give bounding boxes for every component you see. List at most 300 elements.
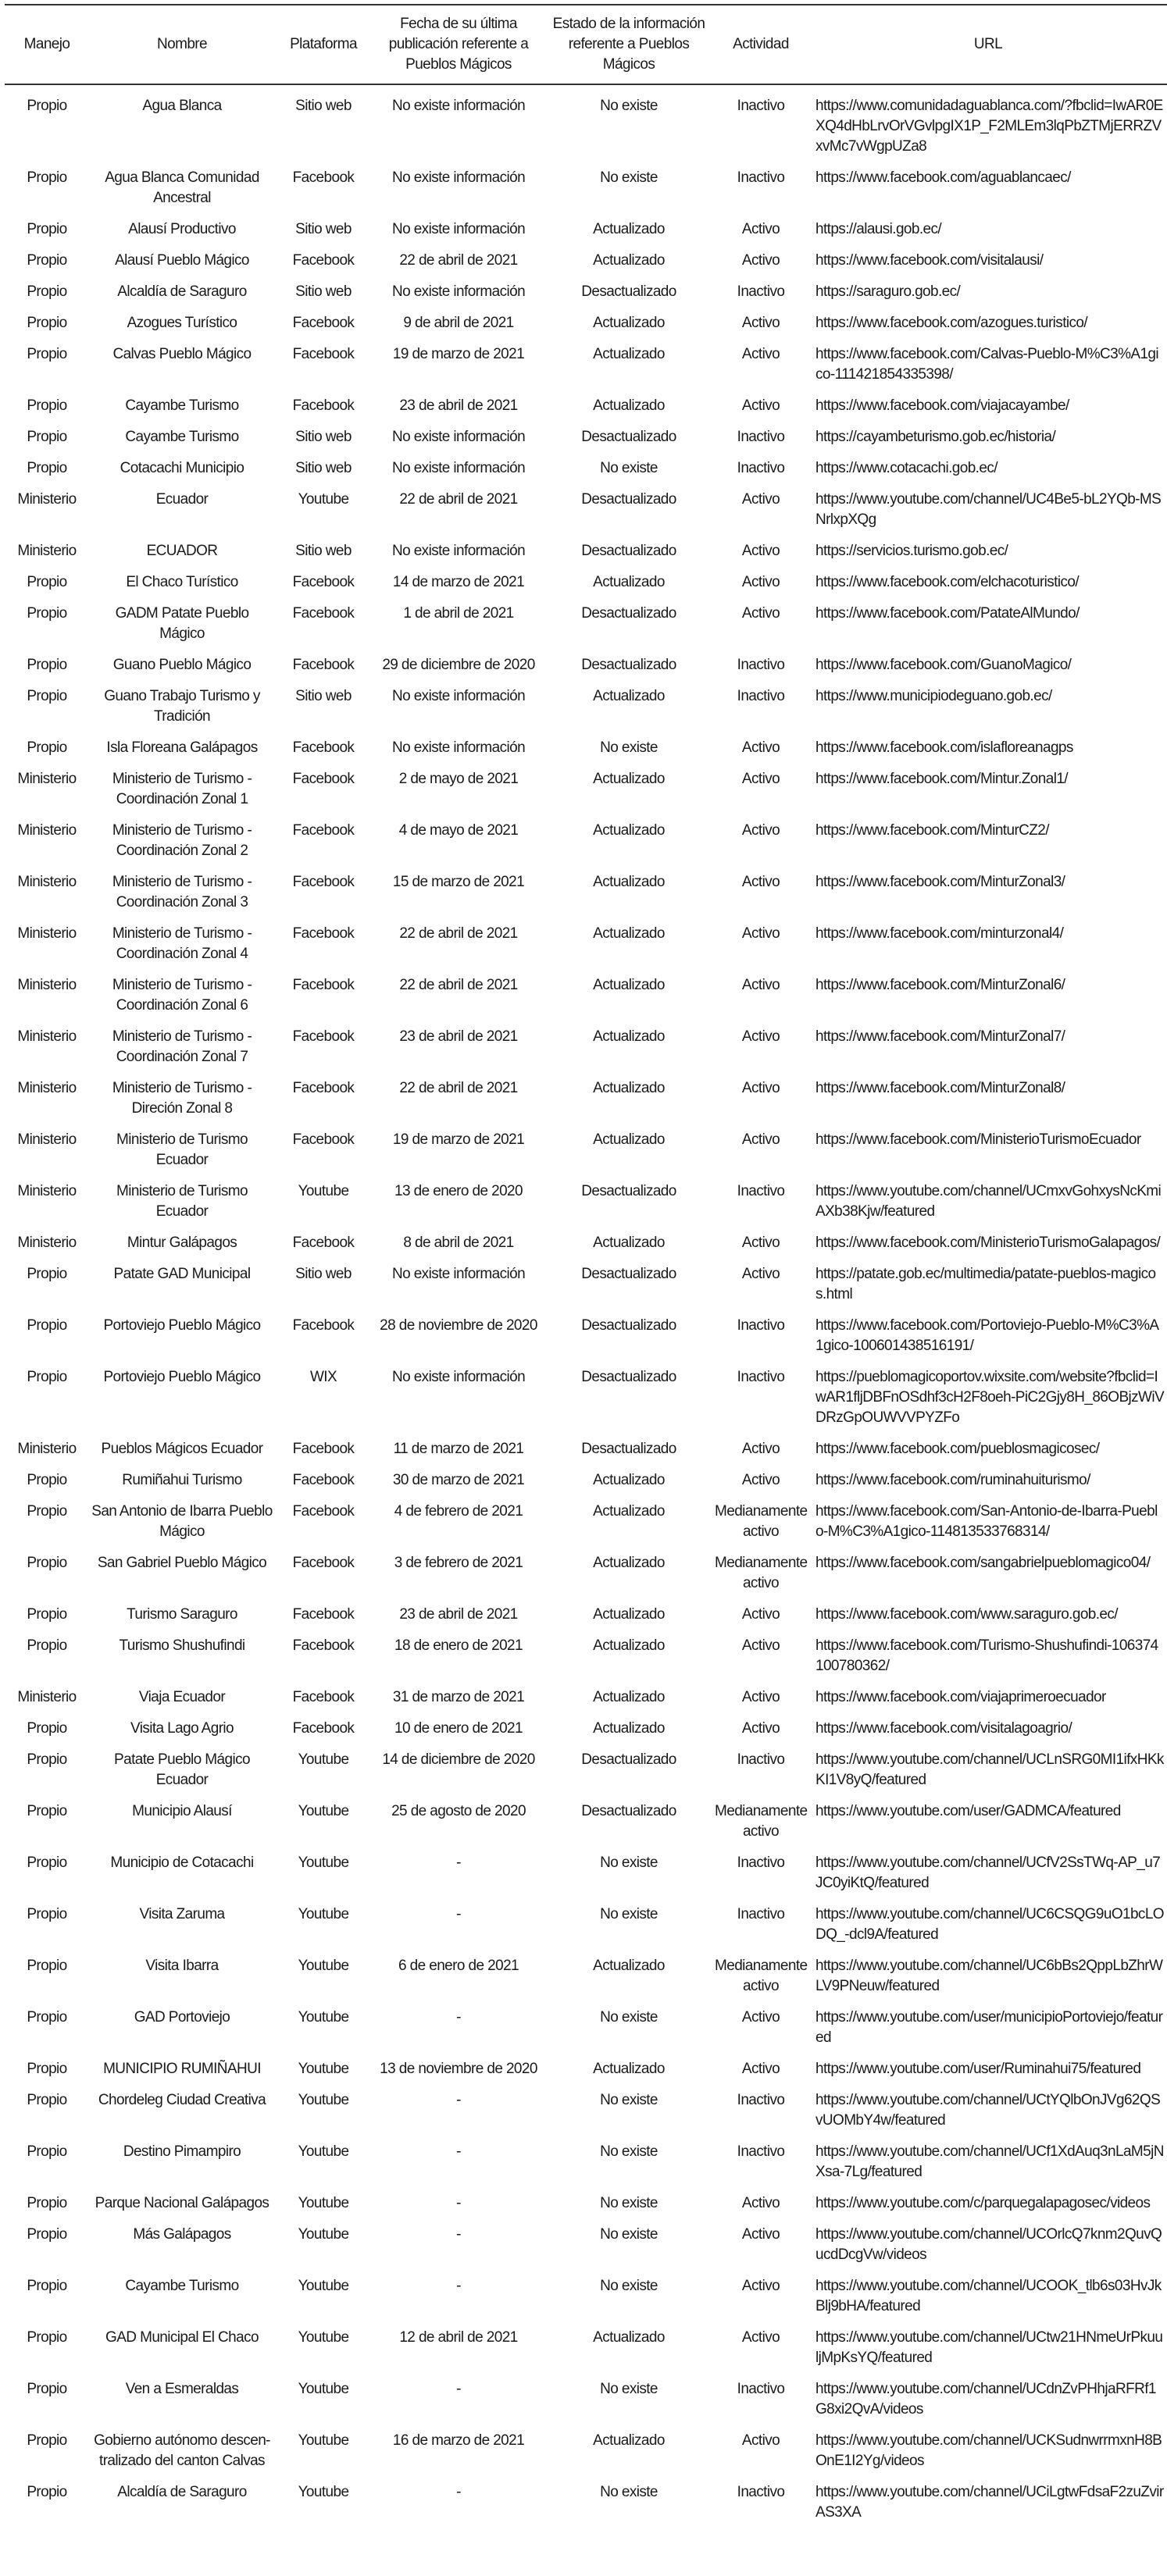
cell-manejo: Propio: [27, 657, 67, 673]
cell-actividad: Inactivo: [737, 1369, 785, 1385]
cell-fecha: 13 de noviembre de 2020: [380, 2061, 537, 2077]
cell-fecha: No existe información: [391, 283, 526, 300]
cell-actividad: Activo: [741, 2195, 780, 2211]
cell-nombre: Cayambe Turismo: [125, 397, 239, 414]
cell-plataforma: Facebook: [292, 315, 355, 331]
cell-fecha: 23 de abril de 2021: [399, 1028, 518, 1045]
cell-url[interactable]: https://www.facebook.com/Turismo-Shushufindi-106374100780362/: [815, 1637, 1158, 1674]
cell-manejo: Propio: [27, 605, 67, 622]
cell-actividad: Activo: [741, 977, 780, 993]
cell-url[interactable]: https://www.cotacachi.gob.ec/: [815, 460, 997, 476]
cell-estado: Actualizado: [593, 346, 665, 362]
cell-url[interactable]: https://alausi.gob.ec/: [815, 221, 942, 237]
cell-manejo: Propio: [27, 1720, 67, 1737]
cell-plataforma: Facebook: [292, 657, 355, 673]
cell-plataforma: Facebook: [292, 1503, 355, 1520]
cell-estado: Actualizado: [593, 574, 665, 590]
cell-fecha: -: [456, 2381, 461, 2397]
cell-plataforma: Sitio web: [295, 221, 352, 237]
cell-estado: Actualizado: [593, 925, 665, 942]
cell-actividad: Inactivo: [737, 169, 785, 186]
table-row: [5, 1177, 1167, 1228]
cell-estado: No existe: [600, 98, 658, 114]
cell-url[interactable]: https://www.facebook.com/GuanoMagico/: [815, 657, 1072, 673]
cell-actividad: Inactivo: [737, 1906, 785, 1922]
cell-plataforma: Facebook: [292, 1689, 355, 1705]
table-header: [5, 5, 1167, 84]
cell-fecha: No existe información: [391, 460, 526, 476]
cell-nombre: GAD Municipal El Chaco: [105, 2329, 259, 2346]
cell-plataforma: Youtube: [298, 1906, 349, 1922]
cell-actividad: Activo: [741, 397, 780, 414]
cell-url[interactable]: https://www.youtube.com/channel/UC4Be5-bL2YQb-MSNrlxpXQg: [815, 491, 1162, 528]
cell-plataforma: Facebook: [292, 771, 355, 787]
cell-url[interactable]: https://www.facebook.com/islafloreanagps: [815, 739, 1073, 756]
cell-manejo: Ministerio: [17, 874, 77, 890]
cell-plataforma: Youtube: [298, 2195, 349, 2211]
cell-plataforma: Facebook: [292, 1555, 355, 1571]
cell-plataforma: Facebook: [292, 925, 355, 942]
cell-url[interactable]: https://pueblomagicoportov.wixsite.com/website?fbclid=IwAR1fljDBFnOSdhf3cH2F8oeh-PiC2Gjy8H_86OBjzWiVDRzGpOUWVVPYZFo: [815, 1369, 1165, 1426]
cell-nombre: Azogues Turístico: [127, 315, 237, 331]
table-row: [5, 422, 1167, 454]
cell-estado: Desactualizado: [581, 1441, 676, 1457]
cell-fecha: 12 de abril de 2021: [399, 2329, 518, 2346]
cell-url[interactable]: https://www.facebook.com/minturzonal4/: [815, 925, 1064, 942]
cell-url[interactable]: https://www.facebook.com/MinisterioTurismoGalapagos/: [815, 1235, 1161, 1251]
cell-plataforma: Youtube: [298, 2061, 349, 2077]
cell-actividad: Inactivo: [737, 657, 785, 673]
cell-estado: Desactualizado: [581, 491, 676, 508]
cell-url[interactable]: https://www.youtube.com/channel/UCiLgtwFdsaF2zuZvirAS3XA: [815, 2484, 1164, 2521]
table-row: [5, 1900, 1167, 1951]
cell-url[interactable]: https://www.youtube.com/c/parquegalapagosec/videos: [815, 2195, 1151, 2211]
cell-url[interactable]: https://www.youtube.com/channel/UC6bBs2QppLbZhrWLV9PNeuw/featured: [815, 1958, 1163, 1994]
cell-estado: No existe: [600, 2381, 658, 2397]
cell-fecha: 14 de marzo de 2021: [392, 574, 525, 590]
cell-estado: Actualizado: [593, 2061, 665, 2077]
cell-estado: No existe: [600, 1906, 658, 1922]
cell-plataforma: Sitio web: [295, 460, 352, 476]
cell-nombre: Gobierno autónomo descen-tralizado del canton Calvas: [94, 2432, 270, 2469]
cell-estado: Actualizado: [593, 2329, 665, 2346]
cell-nombre: Cayambe Turismo: [125, 429, 239, 445]
table-row: [5, 391, 1167, 422]
cell-manejo: Propio: [27, 1472, 67, 1488]
cell-actividad: Activo: [741, 925, 780, 942]
cell-manejo: Ministerio: [17, 1689, 77, 1705]
cell-fecha: 22 de abril de 2021: [399, 925, 518, 942]
cell-nombre: Parque Nacional Galápagos: [95, 2195, 269, 2211]
cell-plataforma: Facebook: [292, 1028, 355, 1045]
cell-plataforma: Sitio web: [295, 1266, 352, 1282]
cell-plataforma: Facebook: [292, 1637, 355, 1654]
cell-actividad: Activo: [741, 2278, 780, 2294]
cell-fecha: 2 de mayo de 2021: [398, 771, 519, 787]
cell-estado: No existe: [600, 169, 658, 186]
cell-url[interactable]: https://www.facebook.com/elchacoturistico/: [815, 574, 1080, 590]
cell-manejo: Propio: [27, 283, 67, 300]
cell-url[interactable]: https://www.facebook.com/MinturCZ2/: [815, 822, 1049, 839]
cell-url[interactable]: https://www.youtube.com/channel/UCtw21HNmeUrPkuuljMpKsYQ/featured: [815, 2329, 1163, 2366]
table-row: [5, 2054, 1167, 2086]
header-estado: Estado de la información referente a Pueblos Mágicos: [552, 16, 705, 73]
cell-actividad: Inactivo: [737, 1317, 785, 1334]
cell-nombre: Mintur Galápagos: [127, 1235, 237, 1251]
cell-fecha: 29 de diciembre de 2020: [382, 657, 535, 673]
cell-manejo: Propio: [27, 1266, 67, 1282]
header-row: [5, 5, 1167, 84]
cell-plataforma: Facebook: [292, 739, 355, 756]
cell-fecha: 18 de enero de 2021: [394, 1637, 523, 1654]
cell-nombre: Municipio Alausí: [132, 1803, 232, 1819]
cell-actividad: Activo: [741, 1606, 780, 1623]
cell-nombre: Guano Trabajo Turismo y Tradición: [104, 688, 260, 725]
cell-plataforma: Facebook: [292, 1441, 355, 1457]
cell-plataforma: Facebook: [292, 574, 355, 590]
cell-url[interactable]: https://www.facebook.com/aguablancaec/: [815, 169, 1071, 186]
cell-nombre: Destino Pimampiro: [123, 2143, 241, 2160]
cell-fecha: 6 de enero de 2021: [398, 1958, 519, 1974]
cell-estado: Desactualizado: [581, 1369, 676, 1385]
cell-estado: Desactualizado: [581, 1317, 676, 1334]
cell-url[interactable]: https://www.facebook.com/www.saraguro.gob.ec/: [815, 1606, 1118, 1623]
header-nombre: Nombre: [157, 36, 207, 52]
cell-plataforma: Sitio web: [295, 543, 352, 559]
cell-nombre: San Antonio de Ibarra Pueblo Mágico: [91, 1503, 273, 1540]
cell-nombre: GAD Portoviejo: [134, 2009, 230, 2026]
cell-nombre: Isla Floreana Galápagos: [106, 739, 258, 756]
cell-url[interactable]: https://www.facebook.com/Mintur.Zonal1/: [815, 771, 1068, 787]
cell-url[interactable]: https://www.youtube.com/channel/UCfV2SsTWq-AP_u7JC0yiKtQ/featured: [815, 1855, 1161, 1891]
table-row: [5, 454, 1167, 485]
cell-nombre: Cotacachi Municipio: [120, 460, 244, 476]
cell-actividad: Inactivo: [737, 1855, 785, 1871]
cell-fecha: No existe información: [391, 1266, 526, 1282]
header-manejo: Manejo: [23, 36, 70, 52]
cell-nombre: Alcaldía de Saraguro: [117, 283, 247, 300]
cell-plataforma: Facebook: [292, 1131, 355, 1148]
cell-plataforma: Youtube: [298, 1855, 349, 1871]
table-row: [5, 1683, 1167, 1714]
table-row: [5, 1434, 1167, 1466]
table-row: [5, 868, 1167, 919]
cell-manejo: Propio: [27, 2278, 67, 2294]
cell-url[interactable]: https://www.facebook.com/Calvas-Pueblo-M%C3%A1gico-111421854335398/: [815, 346, 1159, 383]
table-row: [5, 1311, 1167, 1363]
cell-actividad: Activo: [741, 252, 780, 269]
cell-url[interactable]: https://www.youtube.com/channel/UCmxvGohxysNcKmiAXb38Kjw/featured: [815, 1183, 1162, 1220]
cell-manejo: Propio: [27, 2092, 67, 2108]
cell-fecha: 22 de abril de 2021: [399, 491, 518, 508]
cell-actividad: Activo: [741, 346, 780, 362]
table-row: [5, 536, 1167, 568]
social-media-table: [5, 4, 1167, 2529]
table-row: [5, 340, 1167, 391]
cell-estado: No existe: [600, 2143, 658, 2160]
cell-url[interactable]: https://www.youtube.com/channel/UCf1XdAuq3nLaM5jNXsa-7Lg/featured: [815, 2143, 1164, 2180]
cell-manejo: Propio: [27, 429, 67, 445]
cell-actividad: Activo: [741, 874, 780, 890]
cell-nombre: Agua Blanca: [142, 98, 222, 114]
cell-actividad: Activo: [741, 2009, 780, 2026]
table-row: [5, 1074, 1167, 1125]
cell-estado: Desactualizado: [581, 1803, 676, 1819]
cell-plataforma: Facebook: [292, 1472, 355, 1488]
cell-url[interactable]: https://www.facebook.com/Portoviejo-Pueblo-M%C3%A1gico-100601438516191/: [815, 1317, 1159, 1354]
cell-fecha: 9 de abril de 2021: [403, 315, 514, 331]
table-row: [5, 1466, 1167, 1497]
cell-manejo: Ministerio: [17, 925, 77, 942]
cell-url[interactable]: https://www.facebook.com/MinturZonal6/: [815, 977, 1065, 993]
cell-manejo: Propio: [27, 2009, 67, 2026]
cell-url[interactable]: https://patate.gob.ec/multimedia/patate-pueblos-magicos.html: [815, 1266, 1156, 1302]
cell-nombre: San Gabriel Pueblo Mágico: [97, 1555, 267, 1571]
cell-url[interactable]: https://saraguro.gob.ec/: [815, 283, 961, 300]
cell-url[interactable]: https://www.facebook.com/visitalausi/: [815, 252, 1044, 269]
cell-fecha: 16 de marzo de 2021: [392, 2432, 525, 2449]
cell-estado: Actualizado: [593, 252, 665, 269]
cell-url[interactable]: https://www.youtube.com/user/GADMCA/featured: [815, 1803, 1121, 1819]
cell-actividad: Activo: [741, 2226, 780, 2243]
cell-estado: Actualizado: [593, 1606, 665, 1623]
table-row: [5, 485, 1167, 536]
cell-plataforma: Facebook: [292, 874, 355, 890]
table-row: [5, 1600, 1167, 1631]
cell-actividad: Activo: [741, 574, 780, 590]
cell-url[interactable]: https://www.facebook.com/San-Antonio-de-Ibarra-Pueblo-M%C3%A1gico-114813533768314/: [815, 1503, 1158, 1540]
cell-url[interactable]: https://www.facebook.com/azogues.turistico/: [815, 315, 1088, 331]
cell-estado: No existe: [600, 2009, 658, 2026]
cell-url[interactable]: https://servicios.turismo.gob.ec/: [815, 543, 1008, 559]
cell-plataforma: Youtube: [298, 2278, 349, 2294]
cell-url[interactable]: https://www.youtube.com/channel/UCLnSRG0MI1ifxHKkKI1V8yQ/featured: [815, 1751, 1164, 1788]
cell-manejo: Propio: [27, 574, 67, 590]
cell-estado: Actualizado: [593, 221, 665, 237]
cell-fecha: 14 de diciembre de 2020: [382, 1751, 535, 1768]
cell-nombre: Calvas Pueblo Mágico: [112, 346, 252, 362]
table-row: [5, 163, 1167, 215]
cell-actividad: Activo: [741, 605, 780, 622]
table-row: [5, 816, 1167, 868]
cell-fecha: -: [456, 2226, 461, 2243]
cell-url[interactable]: https://www.facebook.com/viajaprimeroecuador: [815, 1689, 1106, 1705]
table-row: [5, 1714, 1167, 1745]
cell-plataforma: Youtube: [298, 2009, 349, 2026]
cell-fecha: No existe información: [391, 429, 526, 445]
table-row: [5, 1259, 1167, 1311]
cell-url[interactable]: https://www.municipiodeguano.gob.ec/: [815, 688, 1052, 704]
cell-manejo: Ministerio: [17, 1080, 77, 1096]
cell-actividad: Activo: [741, 221, 780, 237]
cell-url[interactable]: https://www.youtube.com/channel/UCOOK_tlb6s03HvJkBlj9bHA/featured: [815, 2278, 1162, 2314]
cell-nombre: Pueblos Mágicos Ecuador: [101, 1441, 263, 1457]
cell-estado: Actualizado: [593, 397, 665, 414]
cell-manejo: Propio: [27, 460, 67, 476]
cell-url[interactable]: https://www.facebook.com/MinisterioTurismoEcuador: [815, 1131, 1141, 1148]
cell-manejo: Propio: [27, 1503, 67, 1520]
cell-url[interactable]: https://www.facebook.com/MinturZonal3/: [815, 874, 1065, 890]
cell-url[interactable]: https://cayambeturismo.gob.ec/historia/: [815, 429, 1056, 445]
cell-manejo: Propio: [27, 169, 67, 186]
cell-url[interactable]: https://www.facebook.com/MinturZonal8/: [815, 1080, 1065, 1096]
cell-actividad: Activo: [741, 1235, 780, 1251]
cell-url[interactable]: https://www.facebook.com/PatateAlMundo/: [815, 605, 1080, 622]
cell-plataforma: Youtube: [298, 1751, 349, 1768]
cell-plataforma: Facebook: [292, 822, 355, 839]
cell-nombre: Rumiñahui Turismo: [122, 1472, 242, 1488]
cell-estado: Actualizado: [593, 1637, 665, 1654]
cell-estado: Actualizado: [593, 1689, 665, 1705]
cell-fecha: 11 de marzo de 2021: [393, 1441, 524, 1457]
cell-actividad: Medianamente activo: [715, 1958, 808, 1994]
cell-actividad: Activo: [741, 1637, 780, 1654]
cell-url[interactable]: https://www.facebook.com/MinturZonal7/: [815, 1028, 1065, 1045]
table-row: [5, 2478, 1167, 2529]
cell-nombre: Viaja Ecuador: [138, 1689, 226, 1705]
cell-nombre: Alausí Pueblo Mágico: [115, 252, 249, 269]
cell-actividad: Activo: [741, 1472, 780, 1488]
cell-fecha: 19 de marzo de 2021: [392, 1131, 525, 1148]
cell-fecha: 30 de marzo de 2021: [392, 1472, 525, 1488]
cell-fecha: -: [456, 2278, 461, 2294]
cell-nombre: Alausí Productivo: [128, 221, 236, 237]
cell-fecha: -: [456, 1906, 461, 1922]
cell-nombre: Municipio de Cotacachi: [110, 1855, 254, 1871]
cell-actividad: Inactivo: [737, 283, 785, 300]
cell-actividad: Inactivo: [737, 2143, 785, 2160]
cell-estado: Actualizado: [593, 874, 665, 890]
table-row: [5, 1497, 1167, 1548]
cell-plataforma: Facebook: [292, 252, 355, 269]
cell-manejo: Ministerio: [17, 977, 77, 993]
cell-url[interactable]: https://www.youtube.com/channel/UCtYQlbOnJVg62QSvUOMbY4w/featured: [815, 2092, 1161, 2129]
cell-nombre: Alcaldía de Saraguro: [117, 2484, 247, 2500]
cell-fecha: -: [456, 2009, 461, 2026]
cell-nombre: Portoviejo Pueblo Mágico: [103, 1317, 261, 1334]
table-row: [5, 308, 1167, 340]
cell-manejo: Propio: [27, 1606, 67, 1623]
cell-plataforma: Sitio web: [295, 283, 352, 300]
cell-estado: Desactualizado: [581, 1751, 676, 1768]
cell-fecha: 25 de agosto de 2020: [391, 1803, 526, 1819]
cell-actividad: Activo: [741, 1689, 780, 1705]
cell-estado: No existe: [600, 1855, 658, 1871]
cell-url[interactable]: https://www.facebook.com/pueblosmagicosec/: [815, 1441, 1100, 1457]
table-row: [5, 1951, 1167, 2003]
table-row: [5, 599, 1167, 650]
cell-manejo: Propio: [27, 397, 67, 414]
table-row: [5, 971, 1167, 1022]
cell-url[interactable]: https://www.youtube.com/channel/UCdnZvPHhjaRFRf1G8xi2QvA/videos: [815, 2381, 1156, 2417]
table-row: [5, 764, 1167, 816]
cell-url[interactable]: https://www.facebook.com/ruminahuiturismo/: [815, 1472, 1090, 1488]
cell-plataforma: Youtube: [298, 1183, 349, 1199]
cell-actividad: Activo: [741, 1028, 780, 1045]
cell-estado: Actualizado: [593, 1503, 665, 1520]
cell-manejo: Propio: [27, 1555, 67, 1571]
cell-fecha: 22 de abril de 2021: [399, 977, 518, 993]
table-row: [5, 2189, 1167, 2220]
cell-manejo: Ministerio: [17, 822, 77, 839]
cell-actividad: Activo: [741, 1080, 780, 1096]
cell-plataforma: Youtube: [298, 1958, 349, 1974]
cell-estado: No existe: [600, 2278, 658, 2294]
cell-manejo: Ministerio: [17, 491, 77, 508]
cell-manejo: Propio: [27, 739, 67, 756]
table-row: [5, 1548, 1167, 1600]
cell-estado: Actualizado: [593, 1958, 665, 1974]
table-row: [5, 2271, 1167, 2323]
cell-fecha: 19 de marzo de 2021: [392, 346, 525, 362]
cell-manejo: Ministerio: [17, 771, 77, 787]
cell-fecha: 4 de mayo de 2021: [398, 822, 519, 839]
cell-fecha: -: [456, 1855, 461, 1871]
cell-actividad: Inactivo: [737, 98, 785, 114]
cell-manejo: Propio: [27, 98, 67, 114]
cell-fecha: 15 de marzo de 2021: [392, 874, 525, 890]
cell-estado: Desactualizado: [581, 543, 676, 559]
cell-actividad: Inactivo: [737, 2484, 785, 2500]
cell-estado: Actualizado: [593, 1028, 665, 1045]
cell-estado: Desactualizado: [581, 1266, 676, 1282]
cell-url[interactable]: https://www.youtube.com/channel/UCOrlcQ7knm2QuvQucdDcgVw/videos: [815, 2226, 1162, 2263]
cell-nombre: Ecuador: [155, 491, 209, 508]
cell-actividad: Activo: [741, 1131, 780, 1148]
cell-actividad: Activo: [741, 1720, 780, 1737]
cell-url[interactable]: https://www.facebook.com/sangabrielpueblomagico04/: [815, 1555, 1151, 1571]
cell-estado: No existe: [600, 2195, 658, 2211]
cell-estado: Desactualizado: [581, 605, 676, 622]
cell-plataforma: Youtube: [298, 2143, 349, 2160]
cell-manejo: Propio: [27, 1855, 67, 1871]
cell-manejo: Propio: [27, 2143, 67, 2160]
cell-url[interactable]: https://www.youtube.com/channel/UCKSudnwrrmxnH8BOnE1I2Yg/videos: [815, 2432, 1162, 2469]
cell-url[interactable]: https://www.facebook.com/visitalagoagrio/: [815, 1720, 1072, 1737]
cell-fecha: No existe información: [391, 543, 526, 559]
cell-nombre: Ministerio de Turismo - Coordinación Zonal 1: [112, 771, 252, 807]
cell-url[interactable]: https://www.youtube.com/user/Ruminahui75/featured: [815, 2061, 1141, 2077]
cell-plataforma: Youtube: [298, 2432, 349, 2449]
table-row: [5, 1631, 1167, 1683]
cell-fecha: No existe información: [391, 688, 526, 704]
cell-url[interactable]: https://www.youtube.com/channel/UC6CSQG9uO1bcLODQ_-dcl9A/featured: [815, 1906, 1164, 1943]
cell-plataforma: Youtube: [298, 2226, 349, 2243]
cell-actividad: Activo: [741, 1266, 780, 1282]
cell-estado: Desactualizado: [581, 283, 676, 300]
table-row: [5, 2137, 1167, 2189]
cell-plataforma: Sitio web: [295, 429, 352, 445]
table-row: [5, 919, 1167, 971]
cell-estado: Actualizado: [593, 1472, 665, 1488]
cell-url[interactable]: https://www.youtube.com/user/municipioPortoviejo/featured: [815, 2009, 1163, 2046]
table-row: [5, 1228, 1167, 1259]
table-row: [5, 2220, 1167, 2271]
cell-nombre: Ven a Esmeraldas: [125, 2381, 239, 2397]
cell-nombre: Portoviejo Pueblo Mágico: [103, 1369, 261, 1385]
cell-manejo: Propio: [27, 2484, 67, 2500]
table-row: [5, 84, 1167, 163]
cell-url[interactable]: https://www.comunidadaguablanca.com/?fbclid=IwAR0EXQ4dHbLrvOrVGvlpgIX1P_F2MLEm3lqPbZTMjERRZVxvMc7vWgpUZa8: [815, 98, 1163, 155]
cell-nombre: ECUADOR: [146, 543, 218, 559]
cell-manejo: Propio: [27, 1803, 67, 1819]
cell-manejo: Propio: [27, 1369, 67, 1385]
cell-url[interactable]: https://www.facebook.com/viajacayambe/: [815, 397, 1069, 414]
cell-fecha: 23 de abril de 2021: [399, 1606, 518, 1623]
cell-nombre: Chordeleg Ciudad Creativa: [98, 2092, 266, 2108]
cell-fecha: No existe información: [391, 739, 526, 756]
cell-fecha: No existe información: [391, 1369, 526, 1385]
